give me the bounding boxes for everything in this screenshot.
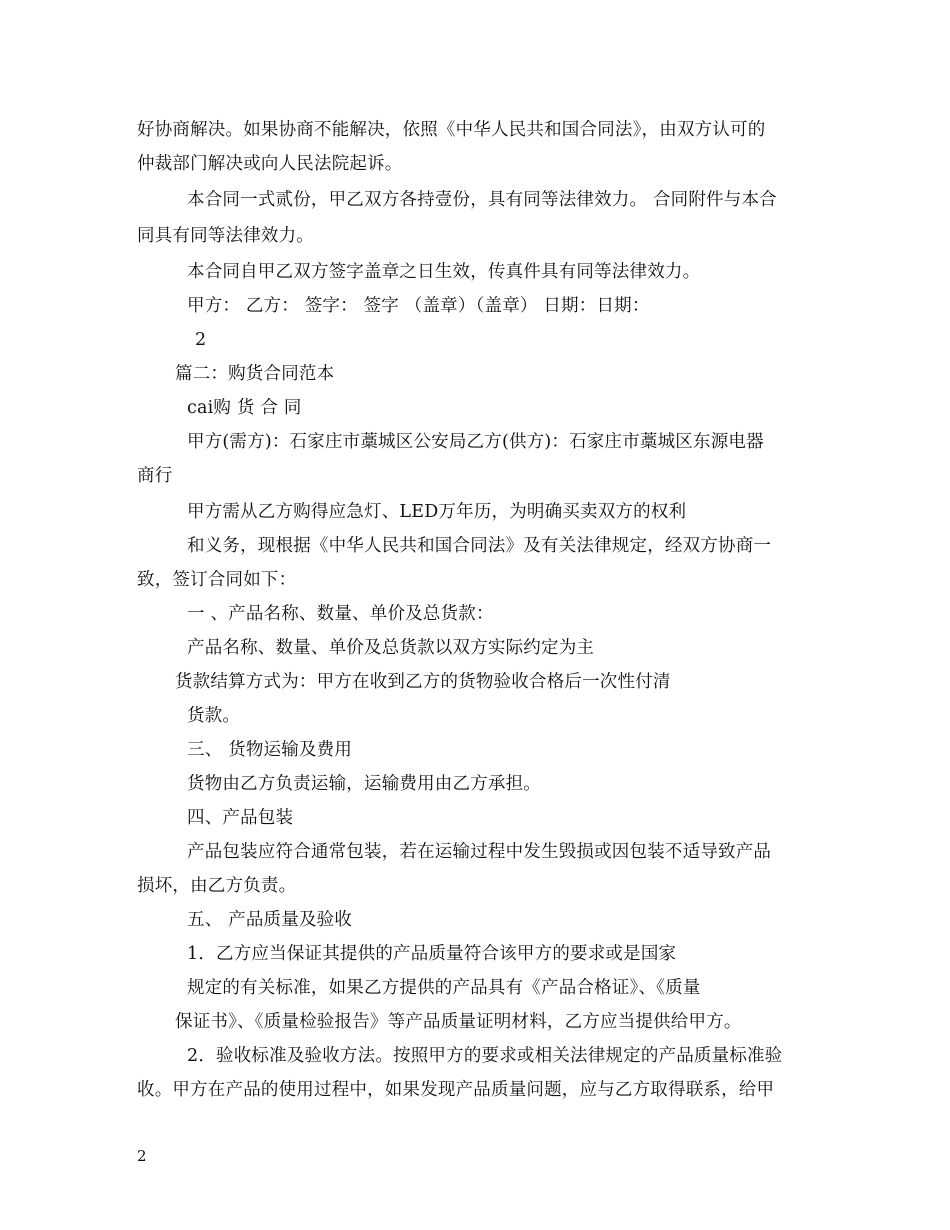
text-line-27: 保证书》、《质量检验报告》等产品质量证明材料，乙方应当提供给甲方。	[175, 1012, 742, 1032]
text-line-29: 收。甲方在产品的使用过程中，如果发现产品质量问题，应与乙方取得联系，给甲	[137, 1080, 775, 1100]
text-line-28: 2．验收标准及验收方法。按照甲方的要求或相关法律规定的产品质量标准验	[187, 1046, 783, 1066]
clause-heading-5: 五、 产品质量及验收	[187, 910, 353, 930]
text-line-4: 同具有同等法律效力。	[137, 226, 314, 246]
footer-page-number: 2	[137, 1147, 147, 1165]
section-heading: 篇二：购货合同范本	[175, 364, 335, 384]
text-line-18: 货款。	[187, 706, 241, 726]
text-line-2: 仲裁部门解决或向人民法院起诉。	[137, 154, 403, 174]
text-line-26: 规定的有关标准，如果乙方提供的产品具有《产品合格证》、《质量	[187, 978, 701, 998]
clause-heading-1: 一 、产品名称、数量、单价及总货款：	[187, 604, 494, 624]
text-line-13: 和义务，现根据《中华人民共和国合同法》及有关法律规定，经双方协商一	[187, 536, 772, 556]
text-line-3: 本合同一式贰份，甲乙双方各持壹份，具有同等法律效力。 合同附件与本合	[187, 190, 777, 210]
text-line-16: 产品名称、数量、单价及总货款以双方实际约定为主	[187, 638, 595, 658]
contract-title: cai购 货 合 同	[187, 398, 302, 418]
text-line-23: 损坏，由乙方负责。	[137, 876, 297, 896]
inline-page-number: 2	[195, 330, 207, 350]
text-line-25: 1．乙方应当保证其提供的产品质量符合该甲方的要求或是国家	[187, 944, 677, 964]
text-line-11: 商行	[137, 466, 173, 486]
text-line-14: 致，签订合同如下：	[137, 570, 297, 590]
text-line-17: 货款结算方式为：甲方在收到乙方的货物验收合格后一次性付清	[175, 672, 671, 692]
text-line-22: 产品包装应符合通常包装，若在运输过程中发生毁损或因包装不适导致产品	[187, 842, 772, 862]
clause-heading-4: 四、产品包装	[187, 808, 294, 828]
text-line-20: 货物由乙方负责运输，运输费用由乙方承担。	[187, 774, 541, 794]
text-line-5: 本合同自甲乙双方签字盖章之日生效，传真件具有同等法律效力。	[187, 262, 701, 282]
text-line-1: 好协商解决。如果协商不能解决，依照《中华人民共和国合同法》，由双方认可的	[137, 120, 766, 140]
clause-heading-3: 三、 货物运输及费用	[187, 740, 353, 760]
text-line-12: 甲方需从乙方购得应急灯、LED万年历，为明确买卖双方的权利	[187, 502, 687, 522]
signature-line: 甲方： 乙方： 签字： 签字 （盖章）（盖章） 日期：日期：	[187, 296, 650, 316]
text-line-10: 甲方(需方)：石家庄市藁城区公安局乙方(供方)：石家庄市藁城区东源电器	[187, 432, 764, 452]
